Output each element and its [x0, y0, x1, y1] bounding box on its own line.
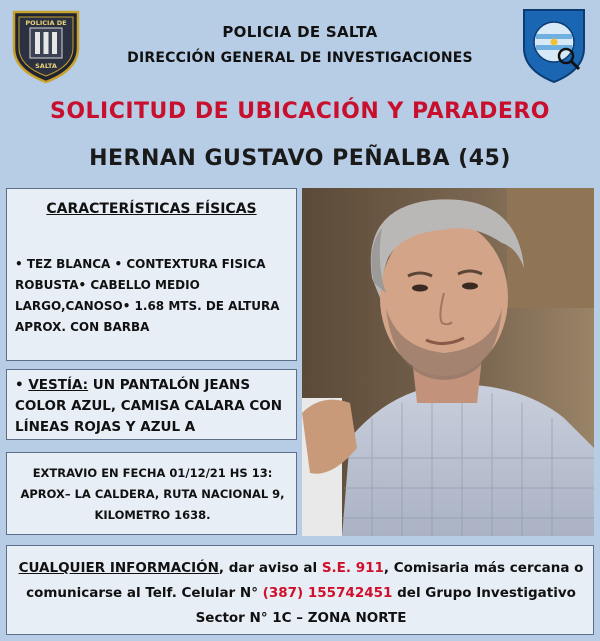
- incident-text: EXTRAVIO EN FECHA 01/12/21 HS 13: APROX– LA CALDERA, RUTA NACIONAL 9, KILOMETRO 1638.: [20, 466, 285, 522]
- contact-text-3: del Grupo Investigativo Sector N° 1C – ZONA NORTE: [195, 585, 576, 626]
- phone-number: (387) 155742451: [262, 585, 393, 601]
- clothing-text: [15, 375, 295, 438]
- contact-info-text: [13, 556, 589, 631]
- physical-characteristics-box: [6, 188, 297, 361]
- contact-lead: CUALQUIER INFORMACIÓN: [18, 560, 219, 576]
- badge-bottom-text: SALTA: [35, 62, 57, 70]
- clothing-box: [6, 369, 297, 440]
- police-shield-icon: [8, 4, 84, 84]
- investigations-emblem-icon: [516, 4, 592, 84]
- physical-characteristics-title: CARACTERÍSTICAS FÍSICAS: [46, 201, 257, 217]
- emergency-number: S.E. 911: [321, 560, 384, 576]
- contact-info-box: [6, 545, 594, 635]
- agency-division: DIRECCIÓN GENERAL DE INVESTIGACIONES: [127, 50, 473, 66]
- incident-box: [6, 452, 297, 535]
- physical-characteristics-text: • TEZ BLANCA • CONTEXTURA FISICA ROBUSTA• CABELLO MEDIO LARGO,CANOSO• 1.68 MTS. DE ALTURA APROX. CON BARBA: [15, 257, 280, 334]
- contact-text-1: , dar aviso al: [218, 560, 322, 576]
- agency-name: POLICIA DE SALTA: [222, 23, 378, 41]
- request-title: SOLICITUD DE UBICACIÓN Y PARADERO: [49, 99, 551, 124]
- badge-top-text: POLICIA DE: [25, 19, 67, 27]
- clothing-label: VESTÍA:: [28, 377, 89, 393]
- person-name: HERNAN GUSTAVO PEÑALBA (45): [89, 146, 511, 171]
- contact-text-2: , Comisaria más cercana o comunicarse al Telf. Celular N°: [26, 560, 584, 601]
- clothing-bullet: •: [15, 377, 29, 393]
- clothing-description: UN PANTALÓN JEANS COLOR AZUL, CAMISA CALARA CON LÍNEAS ROJAS Y AZUL A: [15, 377, 283, 435]
- person-photo: [302, 188, 594, 536]
